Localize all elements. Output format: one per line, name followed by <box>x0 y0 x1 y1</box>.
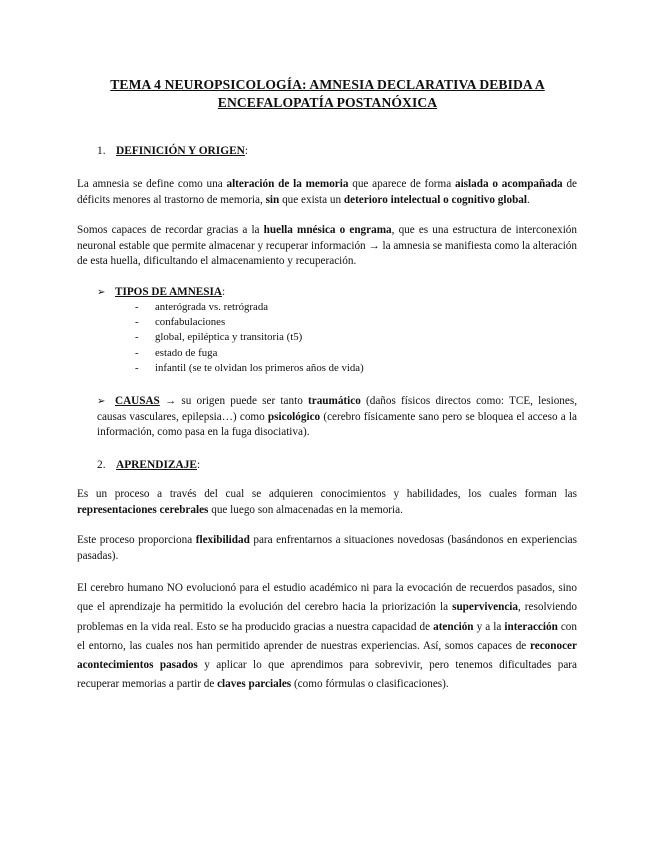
bold-run: alteración de la memoria <box>226 178 349 190</box>
arrow-bullet-icon: ➢ <box>97 287 106 298</box>
document-title <box>60 76 595 112</box>
bold-run: claves parciales <box>217 678 292 691</box>
bold-run: sin <box>265 193 280 206</box>
text-run: que luego son almacenadas en la memoria. <box>208 503 403 516</box>
paragraph-aprendizaje <box>77 487 577 518</box>
bold-run: representaciones cerebrales <box>77 503 209 516</box>
bullet-tipos-amnesia <box>97 285 577 301</box>
tipos-list <box>135 300 364 376</box>
text-run: El cerebro humano NO evolucionó para el estudio académico ni para la evocación de recuerdos pasados, sino que el aprendizaje ha permitido la evolución del cerebro hacia la priorización la <box>77 582 577 614</box>
text-run: Somos capaces de recordar gracias a la <box>77 224 264 236</box>
bold-run: huella mnésica o engrama <box>263 224 392 236</box>
list-item: - estado de fuga <box>135 346 364 361</box>
bold-run: traumático <box>308 395 361 407</box>
bullet-suffix: : <box>221 286 226 298</box>
text-run: Es un proceso a través del cual se adquieren conocimientos y habilidades, los cuales forman las <box>77 488 577 500</box>
text-run: (cerebro físicamente sano pero se bloquea el acceso a la información, como pasa en la fuga disociativa). <box>97 410 577 438</box>
arrow-bullet-icon: ➢ <box>97 396 106 407</box>
text-run: , resolviendo problemas en la vida real. Esto se ha producido gracias a nuestra capacidad de <box>77 601 577 633</box>
bullet-label: CAUSAS <box>115 395 160 407</box>
text-run: Este proceso proporciona <box>77 534 196 546</box>
bold-run: deterioro intelectual o cognitivo global <box>343 193 528 206</box>
bullet-causas <box>97 394 577 441</box>
bold-run: reconocer acontecimientos pasados <box>77 639 577 672</box>
section-label: APRENDIZAJE <box>116 459 198 471</box>
paragraph-engrama <box>77 223 577 270</box>
bold-run: interacción <box>504 620 558 633</box>
text-run: La amnesia se define como una <box>77 178 227 190</box>
section-heading-aprendizaje <box>97 458 200 473</box>
section-heading-definicion <box>97 144 248 159</box>
section-label: DEFINICIÓN Y ORIGEN <box>116 145 245 157</box>
section-number: 1. <box>97 145 106 157</box>
text-run: y a la <box>473 620 505 633</box>
list-item: - global, epiléptica y transitoria (t5) <box>135 330 364 345</box>
list-item: - infantil (se te olvidan los primeros años de vida) <box>135 361 364 376</box>
bold-run: atención <box>433 620 474 633</box>
bold-run: flexibilidad <box>195 534 250 546</box>
text-run: que exista un <box>279 193 344 206</box>
paragraph-definicion <box>77 177 577 208</box>
text-run: y aplicar lo que aprendimos para sobrevivir, pero tenemos dificultades para recuperar memorias a partir de <box>77 659 577 691</box>
text-run: (como fórmulas o clasificaciones). <box>291 678 449 691</box>
section-number: 2. <box>97 459 106 471</box>
section-suffix: : <box>244 145 249 157</box>
paragraph-cerebro <box>77 579 577 695</box>
paragraph-flexibilidad <box>77 533 577 564</box>
bold-run: supervivencia <box>452 601 518 614</box>
bold-run: psicológico <box>267 410 321 423</box>
list-item: - confabulaciones <box>135 315 364 330</box>
text-run: (daños físicos directos como: TCE, lesiones, causas vasculares, epilepsia…) como <box>97 395 577 423</box>
list-item: - anterógrada vs. retrógrada <box>135 300 364 315</box>
text-run: → su origen puede ser tanto <box>159 395 308 407</box>
text-run: . <box>527 193 530 206</box>
title-line-1: TEMA 4 NEUROPSICOLOGÍA: AMNESIA DECLARATIVA DEBIDA A <box>110 77 545 92</box>
bold-run: aislada o acompañada <box>454 178 563 190</box>
text-run: , que es una estructura de interconexión neuronal estable que permite almacenar y recuperar información → la amnesia se manifiesta como la alteración de esta huella, dificultando el almacenamiento y recuperación. <box>77 224 577 267</box>
bullet-label: TIPOS DE AMNESIA <box>115 286 222 298</box>
text-run: con el entorno, las cuales nos han permitido aprender de nuestras experiencias. Así, somos capaces de <box>77 620 577 652</box>
text-run: de déficits menores al trastorno de memoria, <box>77 178 578 206</box>
text-run: que aparece de forma <box>348 178 455 190</box>
text-run: para enfrentarnos a situaciones novedosas (basándonos en experiencias pasadas). <box>77 534 577 562</box>
section-suffix: : <box>197 459 201 471</box>
title-line-2: ENCEFALOPATÍA POSTANÓXICA <box>217 95 438 110</box>
